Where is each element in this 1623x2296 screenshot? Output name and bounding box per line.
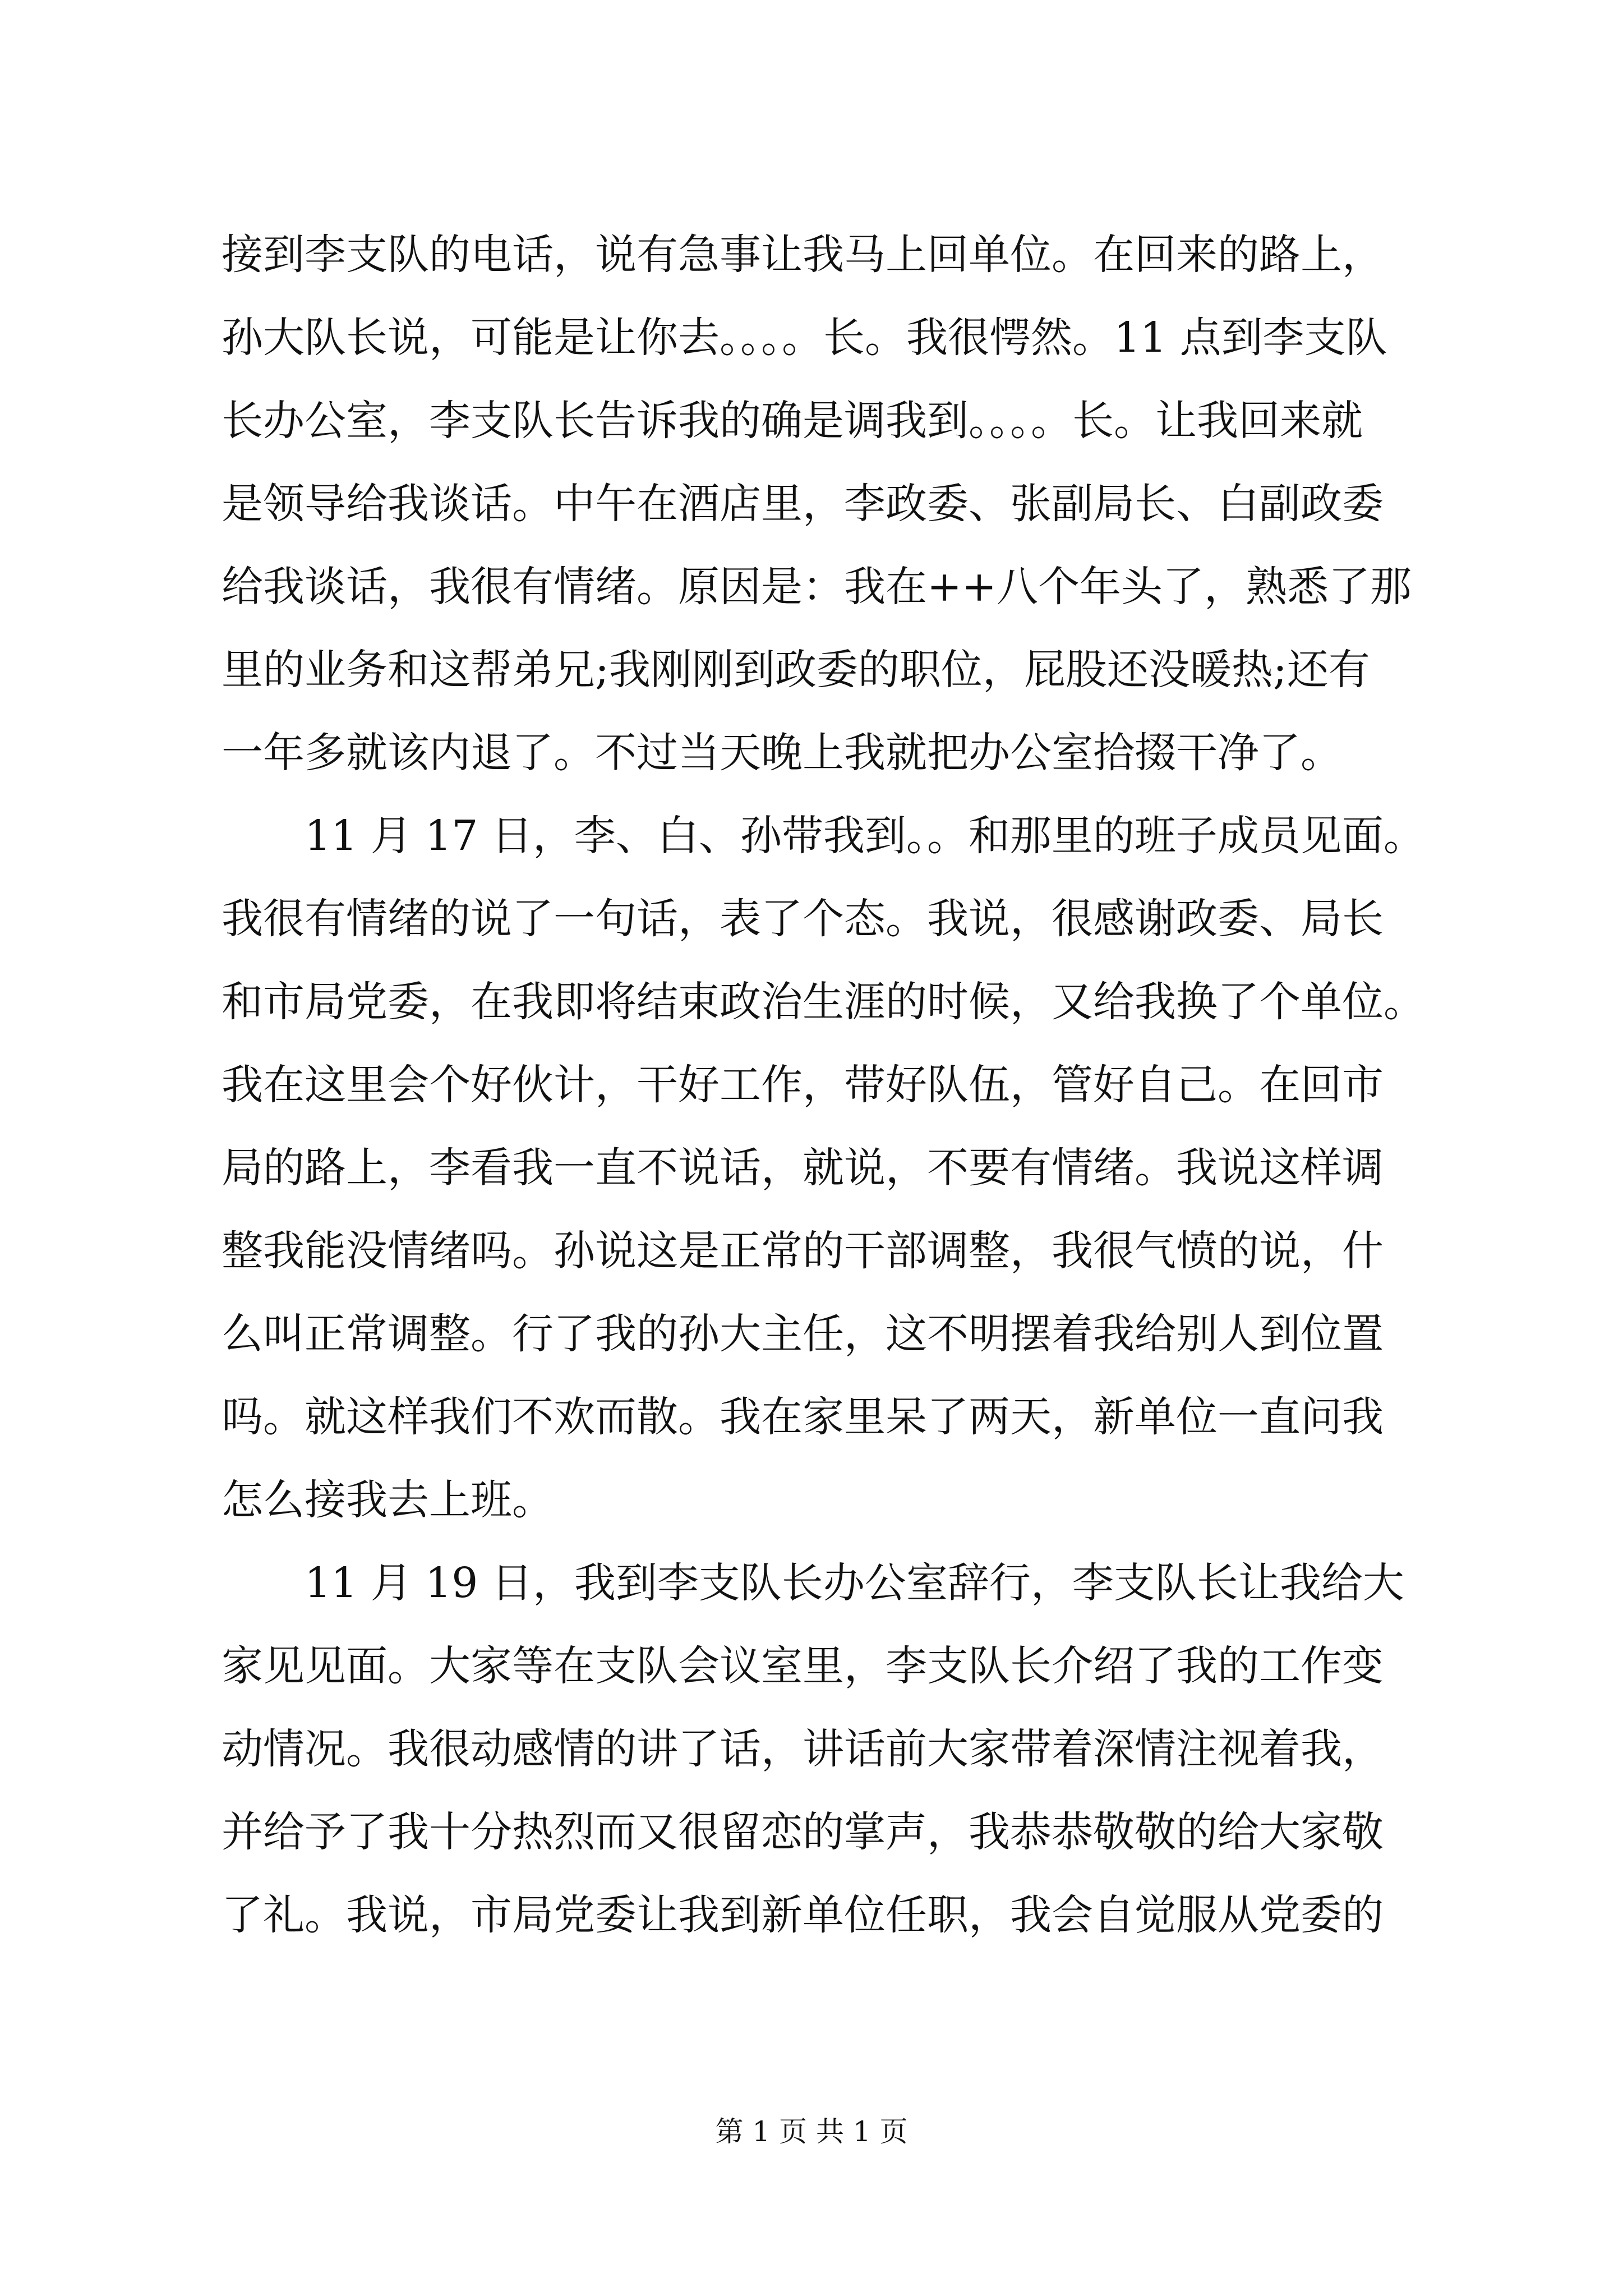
page-number: 第 1 页 共 1 页 [715,2115,908,2148]
text-line: 吗。就这样我们不欢而散。我在家里呆了两天，新单位一直问我 [222,1393,1384,1441]
text-line: 给我谈话，我很有情绪。原因是：我在++八个年头了，熟悉了那 [222,563,1412,611]
text-line: 里的业务和这帮弟兄;我刚刚到政委的职位，屁股还没暖热;还有 [222,646,1370,694]
text-line: 长办公室，李支队长告诉我的确是调我到。。。。长。让我回来就 [222,397,1363,445]
text-line: 是领导给我谈话。中午在酒店里，李政委、张副局长、白副政委 [222,480,1384,528]
text-line: 我在这里会个好伙计，干好工作，带好队伍，管好自己。在回市 [222,1061,1384,1109]
document-body [222,213,1427,1957]
text-line: 一年多就该内退了。不过当天晚上我就把办公室拾掇干净了。 [222,729,1342,777]
text-line: 孙大队长说，可能是让你去。。。。长。我很愕然。11 点到李支队 [222,314,1387,362]
text-line: 局的路上，李看我一直不说话，就说，不要有情绪。我说这样调 [222,1144,1384,1192]
text-line: 了礼。我说，市局党委让我到新单位任职，我会自觉服从党委的 [222,1891,1384,1939]
text-line: 11 月 17 日，李、白、孙带我到。。和那里的班子成员见面。 [222,812,1425,860]
text-line: 并给予了我十分热烈而又很留恋的掌声，我恭恭敬敬的给大家敬 [222,1808,1384,1856]
text-line: 和市局党委，在我即将结束政治生涯的时候，又给我换了个单位。 [222,978,1425,1026]
text-line: 怎么接我去上班。 [222,1476,554,1524]
text-line: 么叫正常调整。行了我的孙大主任，这不明摆着我给别人到位置 [222,1310,1384,1358]
text-line: 整我能没情绪吗。孙说这是正常的干部调整，我很气愤的说，什 [222,1227,1384,1275]
text-line: 我很有情绪的说了一句话，表了个态。我说，很感谢政委、局长 [222,895,1384,943]
text-line: 动情况。我很动感情的讲了话，讲话前大家带着深情注视着我， [222,1725,1384,1773]
text-line: 11 月 19 日，我到李支队长办公室辞行，李支队长让我给大 [222,1559,1404,1607]
page-footer [0,2112,1623,2151]
text-line: 家见见面。大家等在支队会议室里，李支队长介绍了我的工作变 [222,1642,1384,1690]
text-line: 接到李支队的电话，说有急事让我马上回单位。在回来的路上， [222,231,1384,279]
